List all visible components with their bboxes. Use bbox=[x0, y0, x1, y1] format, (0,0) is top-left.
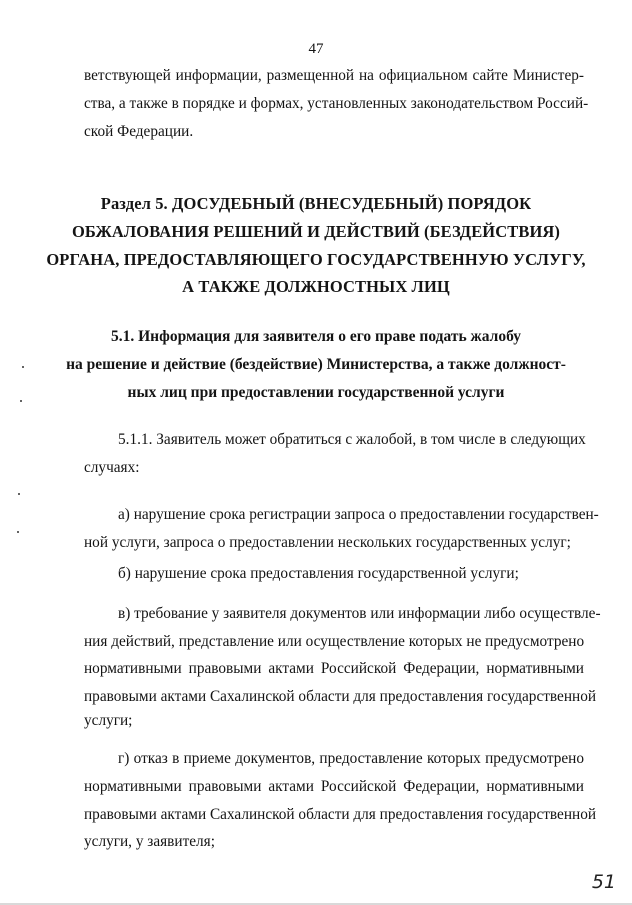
subsection-heading-line: 5.1. Информация для заявителя о его праве подать жалобу bbox=[110, 328, 521, 345]
list-item-line: нормативными правовыми актами Российской Федерации, нормативными bbox=[84, 778, 584, 795]
list-item-line: б) нарушение срока предоставления государственной услуги; bbox=[118, 565, 519, 582]
page-number: 47 bbox=[308, 41, 324, 57]
section-heading-line: А ТАКЖЕ ДОЛЖНОСТНЫХ ЛИЦ bbox=[182, 277, 450, 296]
text-line: ства, а также в порядке и формах, установленных законодательством Россий- bbox=[84, 95, 589, 112]
scan-speck bbox=[17, 531, 19, 533]
section-heading-line: Раздел 5. ДОСУДЕБНЫЙ (ВНЕСУДЕБНЫЙ) ПОРЯДОК bbox=[100, 194, 532, 213]
list-item-line: правовыми актами Сахалинской области для предоставления государственной bbox=[84, 806, 597, 823]
list-item-line: в) требование у заявителя документов или информации либо осуществле- bbox=[118, 605, 601, 622]
list-item-line: ной услуги, запроса о предоставлении нескольких государственных услуг; bbox=[84, 534, 571, 551]
list-item-line: нормативными правовыми актами Российской Федерации, нормативными bbox=[84, 660, 584, 677]
list-item-line: а) нарушение срока регистрации запроса о предоставлении государствен- bbox=[118, 506, 599, 523]
list-item-line: правовыми актами Сахалинской области для предоставления государственной bbox=[84, 688, 597, 705]
list-item-line: услуги; bbox=[84, 712, 133, 729]
scan-speck bbox=[20, 400, 22, 402]
list-item-line: ния действий, представление или осуществление которых не предусмотрено bbox=[84, 633, 585, 650]
subsection-heading-line: ных лиц при предоставлении государственной услуги bbox=[127, 384, 505, 401]
handwritten-page-number: 51 bbox=[591, 871, 616, 893]
text-line: случаях: bbox=[84, 459, 140, 476]
list-item-line: г) отказ в приеме документов, предоставление которых предусмотрено bbox=[118, 750, 584, 767]
text-line: ской Федерации. bbox=[84, 123, 194, 140]
scan-speck bbox=[22, 366, 24, 368]
text-line: ветствующей информации, размещенной на официальном сайте Министер- bbox=[84, 67, 584, 84]
section-heading-line: ОБЖАЛОВАНИЯ РЕШЕНИЙ И ДЕЙСТВИЙ (БЕЗДЕЙСТВИЯ) bbox=[71, 222, 561, 241]
text-line: 5.1.1. Заявитель может обратиться с жалобой, в том числе в следующих bbox=[118, 431, 586, 448]
list-item-line: услуги, у заявителя; bbox=[84, 833, 215, 850]
subsection-heading-line: на решение и действие (бездействие) Министерства, а также должност- bbox=[66, 356, 566, 373]
section-heading-line: ОРГАНА, ПРЕДОСТАВЛЯЮЩЕГО ГОСУДАРСТВЕННУЮ УСЛУГУ, bbox=[46, 250, 586, 269]
scan-speck bbox=[18, 493, 20, 495]
